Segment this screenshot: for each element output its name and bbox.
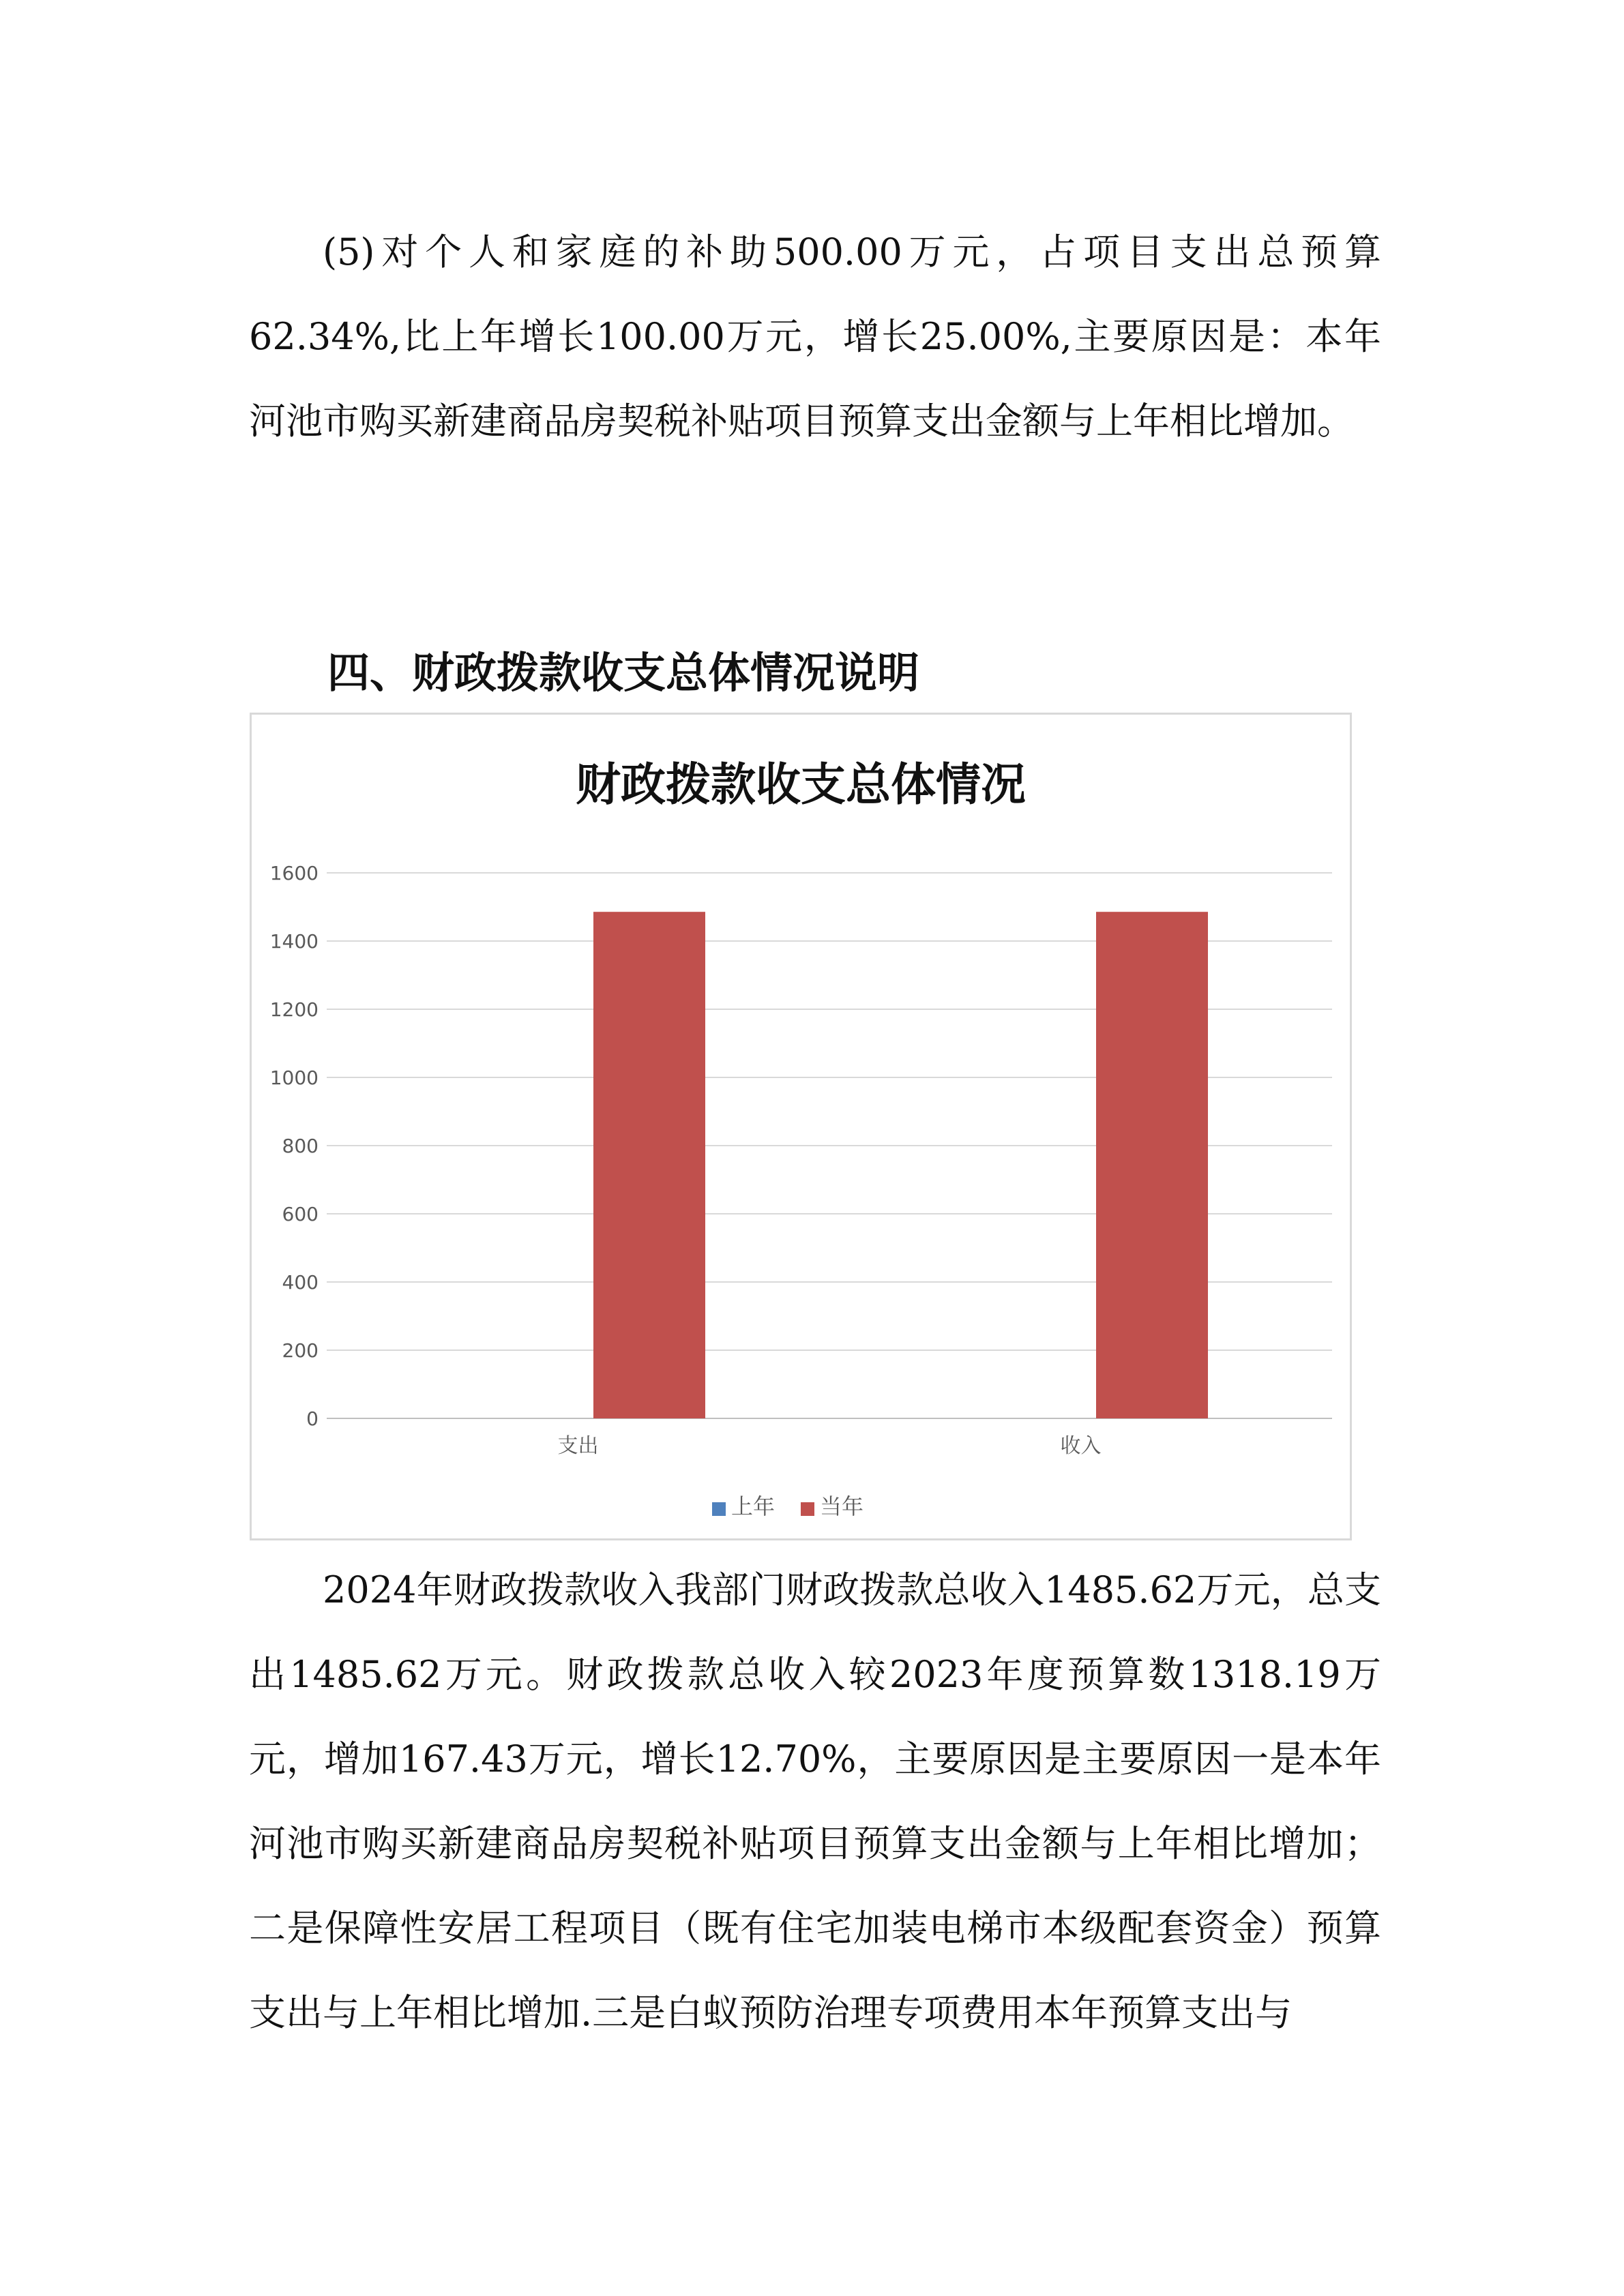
y-tick-label: 400 — [282, 1271, 319, 1294]
y-tick-label: 0 — [306, 1407, 319, 1430]
legend-swatch-上年 — [712, 1502, 726, 1516]
y-tick-label: 1600 — [269, 862, 319, 884]
chart-title: 财政拨款收支总体情况 — [576, 758, 1026, 811]
section-heading: 四、财政拨款收支总体情况说明 — [327, 648, 920, 698]
paragraph-subsidy: (5)对个人和家庭的补助500.00万元，占项目支出总预算62.34%,比上年增长100.00万元，增长25.00%,主要原因是：本年河池市购买新建商品房契税补贴项目预算支出金额与上年相比增加。 — [249, 230, 1381, 443]
bar-当年-支出 — [593, 912, 705, 1418]
y-tick-label: 1000 — [269, 1067, 319, 1089]
paragraph-overview: 2024年财政拨款收入我部门财政拨款总收入1485.62万元，总支出1485.62万元。财政拨款总收入较2023年度预算数1318.19万元，增加167.43万元，增长12.70%，主要原因是主要原因一是本年河池市购买新建商品房契税补贴项目预算支出金额与上年相比增加；二是保障性安居工程项目（既有住宅加装电梯市本级配套资金）预算支出与上年相比增加.三是白蚁预防治理专项费用本年预算支出与 — [249, 1568, 1381, 2034]
legend-label-当年: 当年 — [820, 1493, 864, 1519]
x-category-label: 支出 — [557, 1434, 599, 1458]
chart-frame — [250, 713, 1352, 1540]
y-tick-label: 1400 — [269, 930, 319, 953]
y-tick-label: 1200 — [269, 998, 319, 1021]
y-tick-label: 200 — [282, 1339, 319, 1362]
y-tick-label: 600 — [282, 1203, 319, 1225]
x-category-label: 收入 — [1060, 1434, 1102, 1458]
bar-chart — [252, 715, 1350, 1538]
bar-当年-收入 — [1096, 912, 1208, 1418]
legend-swatch-当年 — [801, 1502, 814, 1516]
legend-label-上年: 上年 — [731, 1493, 776, 1519]
y-tick-label: 800 — [282, 1135, 319, 1157]
